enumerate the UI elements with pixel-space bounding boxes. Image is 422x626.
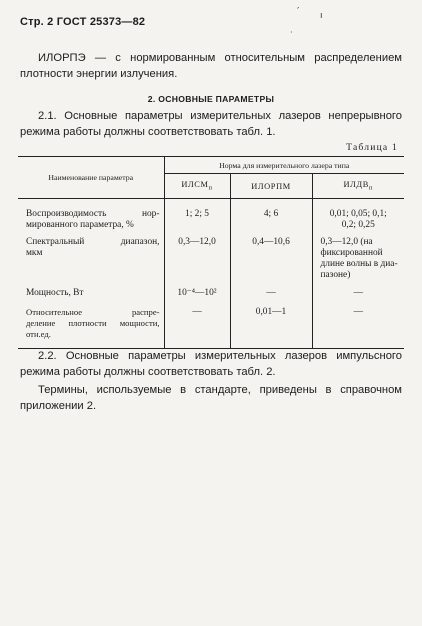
paragraph-line: 2.1. Основные параметры измерительных лазеров непрерывного xyxy=(38,110,402,122)
cell-ilorpm: 0,01—1 xyxy=(230,299,312,349)
paragraph-2-2 xyxy=(20,348,402,380)
table-row xyxy=(18,199,404,232)
cell-ilorpm: 0,4—10,6 xyxy=(230,231,312,281)
scan-speck: ′ xyxy=(297,6,300,17)
cell-ildv: — xyxy=(312,299,404,349)
paragraph-line: режима работы должны соответствовать табл. 2. xyxy=(20,366,276,378)
paragraph-terms xyxy=(20,382,402,414)
parameters-table xyxy=(18,156,404,349)
table-row xyxy=(18,299,404,349)
paragraph-line: режима работы должны соответствовать табл. 1. xyxy=(20,126,276,138)
scan-speck: ı xyxy=(320,11,323,21)
table-row xyxy=(18,281,404,299)
cell-ilsm: 10⁻⁴—10² xyxy=(164,281,230,299)
intro-paragraph xyxy=(20,50,402,82)
paragraph-2-1 xyxy=(20,108,402,140)
cell-ilsm: — xyxy=(164,299,230,349)
section-title: 2. ОСНОВНЫЕ ПАРАМЕТРЫ xyxy=(147,94,275,104)
cell-ilorpm: — xyxy=(230,281,312,299)
page-header: Стр. 2 ГОСТ 25373—82 xyxy=(20,16,146,28)
cell-ildv: 0,01; 0,05; 0,1; 0,2; 0,25 xyxy=(312,199,404,232)
row-name: Мощность, Вт xyxy=(26,288,84,298)
cell-ildv: 0,3—12,0 (на фиксированной длине волны в диа- пазоне) xyxy=(312,231,404,281)
cell-ildv: — xyxy=(312,281,404,299)
column-group-header: Норма для измерительного лазера типа xyxy=(164,157,404,174)
row-name: Относительное распре- деление плотности мощности, отн.ед. xyxy=(18,299,164,349)
cell-ilsm: 1; 2; 5 xyxy=(164,199,230,232)
paragraph-line: 2.2. Основные параметры измерительных лазеров импульсного xyxy=(38,350,402,362)
column-header-ilorpm: ИЛОРПМ xyxy=(230,174,312,199)
table-row xyxy=(18,231,404,281)
cell-ilsm: 0,3—12,0 xyxy=(164,231,230,281)
column-header-ildv: $ИЛДВ_п$ xyxy=(312,174,404,199)
row-name: Воспроизводимость нор- мированного параметра, % xyxy=(26,209,160,230)
table-caption: Таблица 1 xyxy=(346,142,398,153)
intro-line: плотности энергии излучения. xyxy=(20,68,178,80)
column-header-parameter: Наименование параметра xyxy=(18,157,164,199)
column-header-ilsm: $ИЛСМ_п$ xyxy=(164,174,230,199)
row-name: Спектральный диапазон, мкм xyxy=(26,237,160,258)
cell-ilorpm: 4; 6 xyxy=(230,199,312,232)
scan-speck: · xyxy=(290,28,293,37)
intro-line: ИЛОРПЭ — с нормированным относительным распределением xyxy=(38,52,402,64)
paragraph-line: Термины, используемые в стандарте, приведены в справочном xyxy=(38,384,402,396)
paragraph-line: приложении 2. xyxy=(20,400,97,412)
